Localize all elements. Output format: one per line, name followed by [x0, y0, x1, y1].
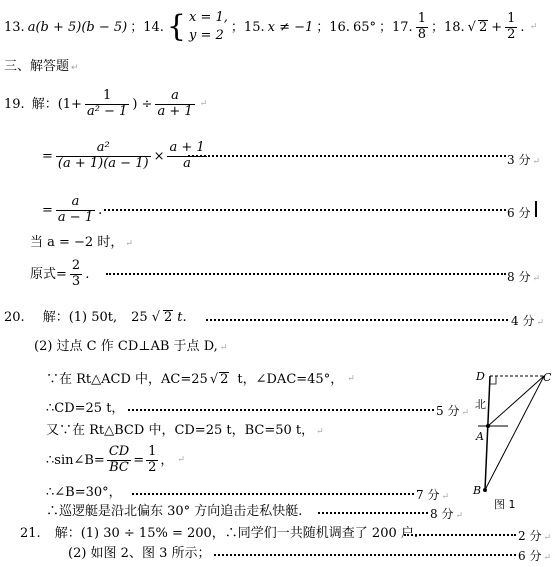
q19-f3-denominator: (a + 1)(a − 1) — [57, 155, 149, 171]
answers-13-18-row — [4, 10, 537, 44]
q19-score-3-text: 8 分 — [507, 270, 531, 284]
return-mark: ↵ — [543, 533, 551, 543]
q20-l4-end: ， — [160, 452, 174, 468]
q19-equals: = — [42, 148, 53, 164]
q18-denominator: 2 — [507, 26, 516, 42]
q19-line-5 — [30, 256, 89, 292]
q14-eq-x: x = 1, — [189, 10, 228, 26]
fig1-label-north: 北 — [475, 398, 486, 411]
q19-when-text: 当 a = −2 时， — [30, 235, 124, 250]
q20-l5-text: ∴∠B=30°， — [46, 485, 122, 500]
q20-score-3-text: 7 分 — [416, 488, 440, 502]
q19-period-2: . — [85, 266, 90, 282]
q20-l4-equals: = — [133, 452, 145, 468]
q20-l1-sqrt-sign: √ — [209, 371, 219, 387]
q20-l1-text-a: ∵在 Rt△ACD 中，AC=25 — [46, 371, 208, 387]
q18-fraction — [505, 12, 517, 43]
q20-l2-text: ∴CD=25 t， — [46, 401, 125, 416]
return-mark: ↵ — [543, 553, 551, 563]
return-mark: ↵ — [529, 21, 538, 32]
q20-part1: 解：(1) 50t, — [42, 309, 118, 325]
q19-line-2 — [42, 138, 207, 174]
q21-line-1 — [20, 527, 418, 540]
q19-divide: ) ÷ — [132, 96, 153, 112]
return-mark: ↵ — [455, 511, 463, 521]
q13-answer: a(b + 5)(b − 5) — [27, 19, 128, 35]
q17-numerator: 1 — [417, 10, 426, 26]
q20-line-1 — [4, 310, 187, 324]
q19-line-3 — [42, 192, 102, 228]
q20-f1-numerator: CD — [108, 443, 130, 459]
q19-leader-dots-1 — [188, 155, 506, 157]
return-mark: ↵ — [441, 492, 449, 502]
q20-score-1 — [511, 312, 544, 329]
q20-line-5 — [46, 424, 324, 437]
q19-fraction-2 — [155, 89, 194, 120]
q21-part1-text: 解：(1) 30 ÷ 15% = 200，∴同学们一共随机调查了 200 户. — [54, 526, 419, 541]
q21-line-2 — [68, 547, 211, 560]
fig1-point-B — [483, 488, 487, 492]
q20-line-3 — [46, 372, 355, 386]
fig1-caption: 图 1 — [494, 498, 516, 511]
q19-leader-dots-2 — [104, 209, 506, 211]
q20-part2-text: (2) 过点 C 作 CD⊥AB 于点 D, — [34, 339, 218, 354]
q20-part1-t: t. — [177, 309, 187, 325]
return-mark: ↵ — [316, 427, 324, 437]
q19-f6-numerator: 2 — [71, 257, 81, 273]
q20-l1-text-b: t，∠DAC=45°， — [237, 371, 344, 387]
q15-answer: x ≠ −1 — [267, 19, 314, 35]
q13-number: 13. — [4, 19, 25, 35]
q20-leader-dots-1 — [206, 319, 508, 321]
q19-f1-denominator: a² − 1 — [86, 103, 128, 119]
return-mark: ↵ — [71, 63, 79, 73]
q20-leader-dots-4 — [318, 512, 428, 514]
q21-score-2 — [518, 547, 551, 564]
q20-fraction-1 — [107, 445, 131, 476]
q18-plus: + — [491, 19, 503, 35]
q18-end: . — [520, 19, 525, 35]
return-mark: ↵ — [532, 157, 540, 167]
q19-f6-denominator: 3 — [71, 273, 81, 289]
q14-number: ；14. — [130, 19, 164, 35]
q20-part1-coef: 25 — [131, 309, 148, 325]
q14-eq-y: y = 2 — [189, 28, 224, 43]
fig1-label-C: C — [543, 371, 552, 384]
return-mark: ↵ — [536, 318, 544, 328]
q20-f1-denominator: BC — [109, 459, 129, 475]
q20-score-2 — [436, 402, 469, 419]
q21-score-1 — [518, 527, 551, 544]
q19-number: 19. — [4, 96, 25, 112]
return-mark: ↵ — [219, 343, 228, 353]
q19-f5-numerator: a — [56, 195, 95, 211]
q19-original: 原式= — [30, 266, 67, 282]
q18-number: ；18. — [430, 19, 465, 35]
q20-score-2-text: 5 分 — [436, 404, 460, 418]
q19-leader-dots-3 — [106, 273, 506, 275]
section-title — [4, 60, 79, 73]
q16-answer: 65° — [352, 19, 376, 35]
fig1-label-D: D — [476, 370, 485, 383]
fig1-label-B: B — [473, 484, 482, 497]
q19-score-2-text: 6 分 — [507, 206, 531, 220]
q21-leader-dots-1 — [404, 534, 516, 536]
q19-fraction-5 — [56, 195, 95, 226]
q19-f3-numerator: a² — [56, 141, 151, 157]
q19-f4-denominator: a — [183, 155, 191, 171]
q20-score-3 — [416, 486, 449, 503]
q19-period: . — [98, 202, 103, 218]
q20-number: 20. — [4, 309, 25, 325]
return-mark: ↵ — [347, 373, 355, 384]
q19-equals-2: = — [42, 202, 53, 218]
q20-line-4 — [46, 402, 124, 415]
q19-line-4 — [30, 236, 133, 249]
fig1-label-A: A — [476, 430, 484, 443]
q14-system — [189, 9, 228, 44]
q19-score-2 — [507, 204, 530, 221]
q19-score-1-text: 3 分 — [507, 153, 531, 167]
fig1-line-DB — [485, 376, 490, 490]
q21-number: 21. — [20, 526, 41, 541]
q16-number: ；16. — [316, 19, 350, 35]
q19-fraction-3 — [56, 141, 151, 172]
q21-score-1-text: 2 分 — [518, 529, 542, 543]
q20-l3-text: 又∵在 Rt△BCD 中，CD=25 t，BC=50 t， — [46, 423, 315, 438]
q20-fraction-2 — [146, 445, 158, 476]
q20-leader-dots-3 — [132, 493, 414, 495]
return-mark: ↵ — [532, 274, 540, 284]
fig1-point-A — [486, 424, 490, 428]
q20-score-4 — [430, 505, 463, 522]
fig1-right-angle-mark — [490, 376, 496, 384]
q18-numerator: 1 — [507, 10, 516, 26]
q19-f2-numerator: a — [155, 89, 194, 105]
q17-fraction — [416, 12, 428, 43]
q21-score-2-text: 6 分 — [518, 549, 542, 563]
q19-f5-denominator: a − 1 — [57, 209, 94, 225]
q19-intro: 解：(1+ — [31, 96, 82, 112]
q19-f1-numerator: 1 — [85, 89, 129, 105]
q19-f4-numerator: a + 1 — [169, 139, 205, 155]
return-mark: ↵ — [461, 408, 469, 418]
text-cursor — [535, 201, 537, 217]
section-title-text: 三、解答题 — [4, 59, 70, 74]
q20-f2-numerator: 1 — [148, 443, 157, 459]
q19-score-1 — [507, 151, 540, 168]
q20-radicand: 2 — [163, 310, 173, 325]
q19-line-1 — [4, 86, 207, 122]
q19-f2-denominator: a + 1 — [157, 103, 193, 119]
q15-number: ；15. — [230, 19, 265, 35]
q17-number: ；17. — [379, 19, 413, 35]
q18-radicand: 2 — [478, 20, 488, 35]
return-mark: ↵ — [125, 239, 133, 249]
q20-score-1-text: 4 分 — [511, 314, 535, 328]
q17-denominator: 8 — [417, 26, 426, 42]
return-mark: ↵ — [177, 454, 185, 465]
q20-line-7 — [46, 486, 122, 499]
q19-score-3 — [507, 268, 540, 285]
q20-line-2 — [34, 340, 227, 353]
q20-score-4-text: 8 分 — [430, 507, 454, 521]
q20-leader-dots-2 — [128, 409, 434, 411]
return-mark: ↵ — [199, 98, 208, 109]
q21-part2-text: (2) 如图 2、图 3 所示； — [68, 546, 211, 561]
figure-1-diagram — [472, 362, 552, 512]
q19-fraction-6 — [70, 259, 82, 290]
q14-brace: { — [166, 9, 187, 44]
q20-line-8 — [46, 505, 302, 518]
q20-line-6 — [46, 442, 185, 478]
q21-leader-dots-2 — [214, 554, 516, 556]
q20-sqrt-sign: √ — [151, 309, 160, 325]
q20-l4-text: ∴sin∠B= — [46, 452, 105, 468]
q19-times: × — [153, 148, 165, 164]
q20-f2-denominator: 2 — [148, 459, 157, 475]
q20-l6-text: ∴巡逻艇是沿北偏东 30° 方向追击走私快艇. — [46, 504, 303, 519]
q19-fraction-1 — [85, 89, 129, 120]
q20-l1-radicand: 2 — [220, 372, 229, 387]
q18-sqrt-sign: √ — [467, 19, 476, 35]
fig1-line-BC — [485, 376, 544, 490]
